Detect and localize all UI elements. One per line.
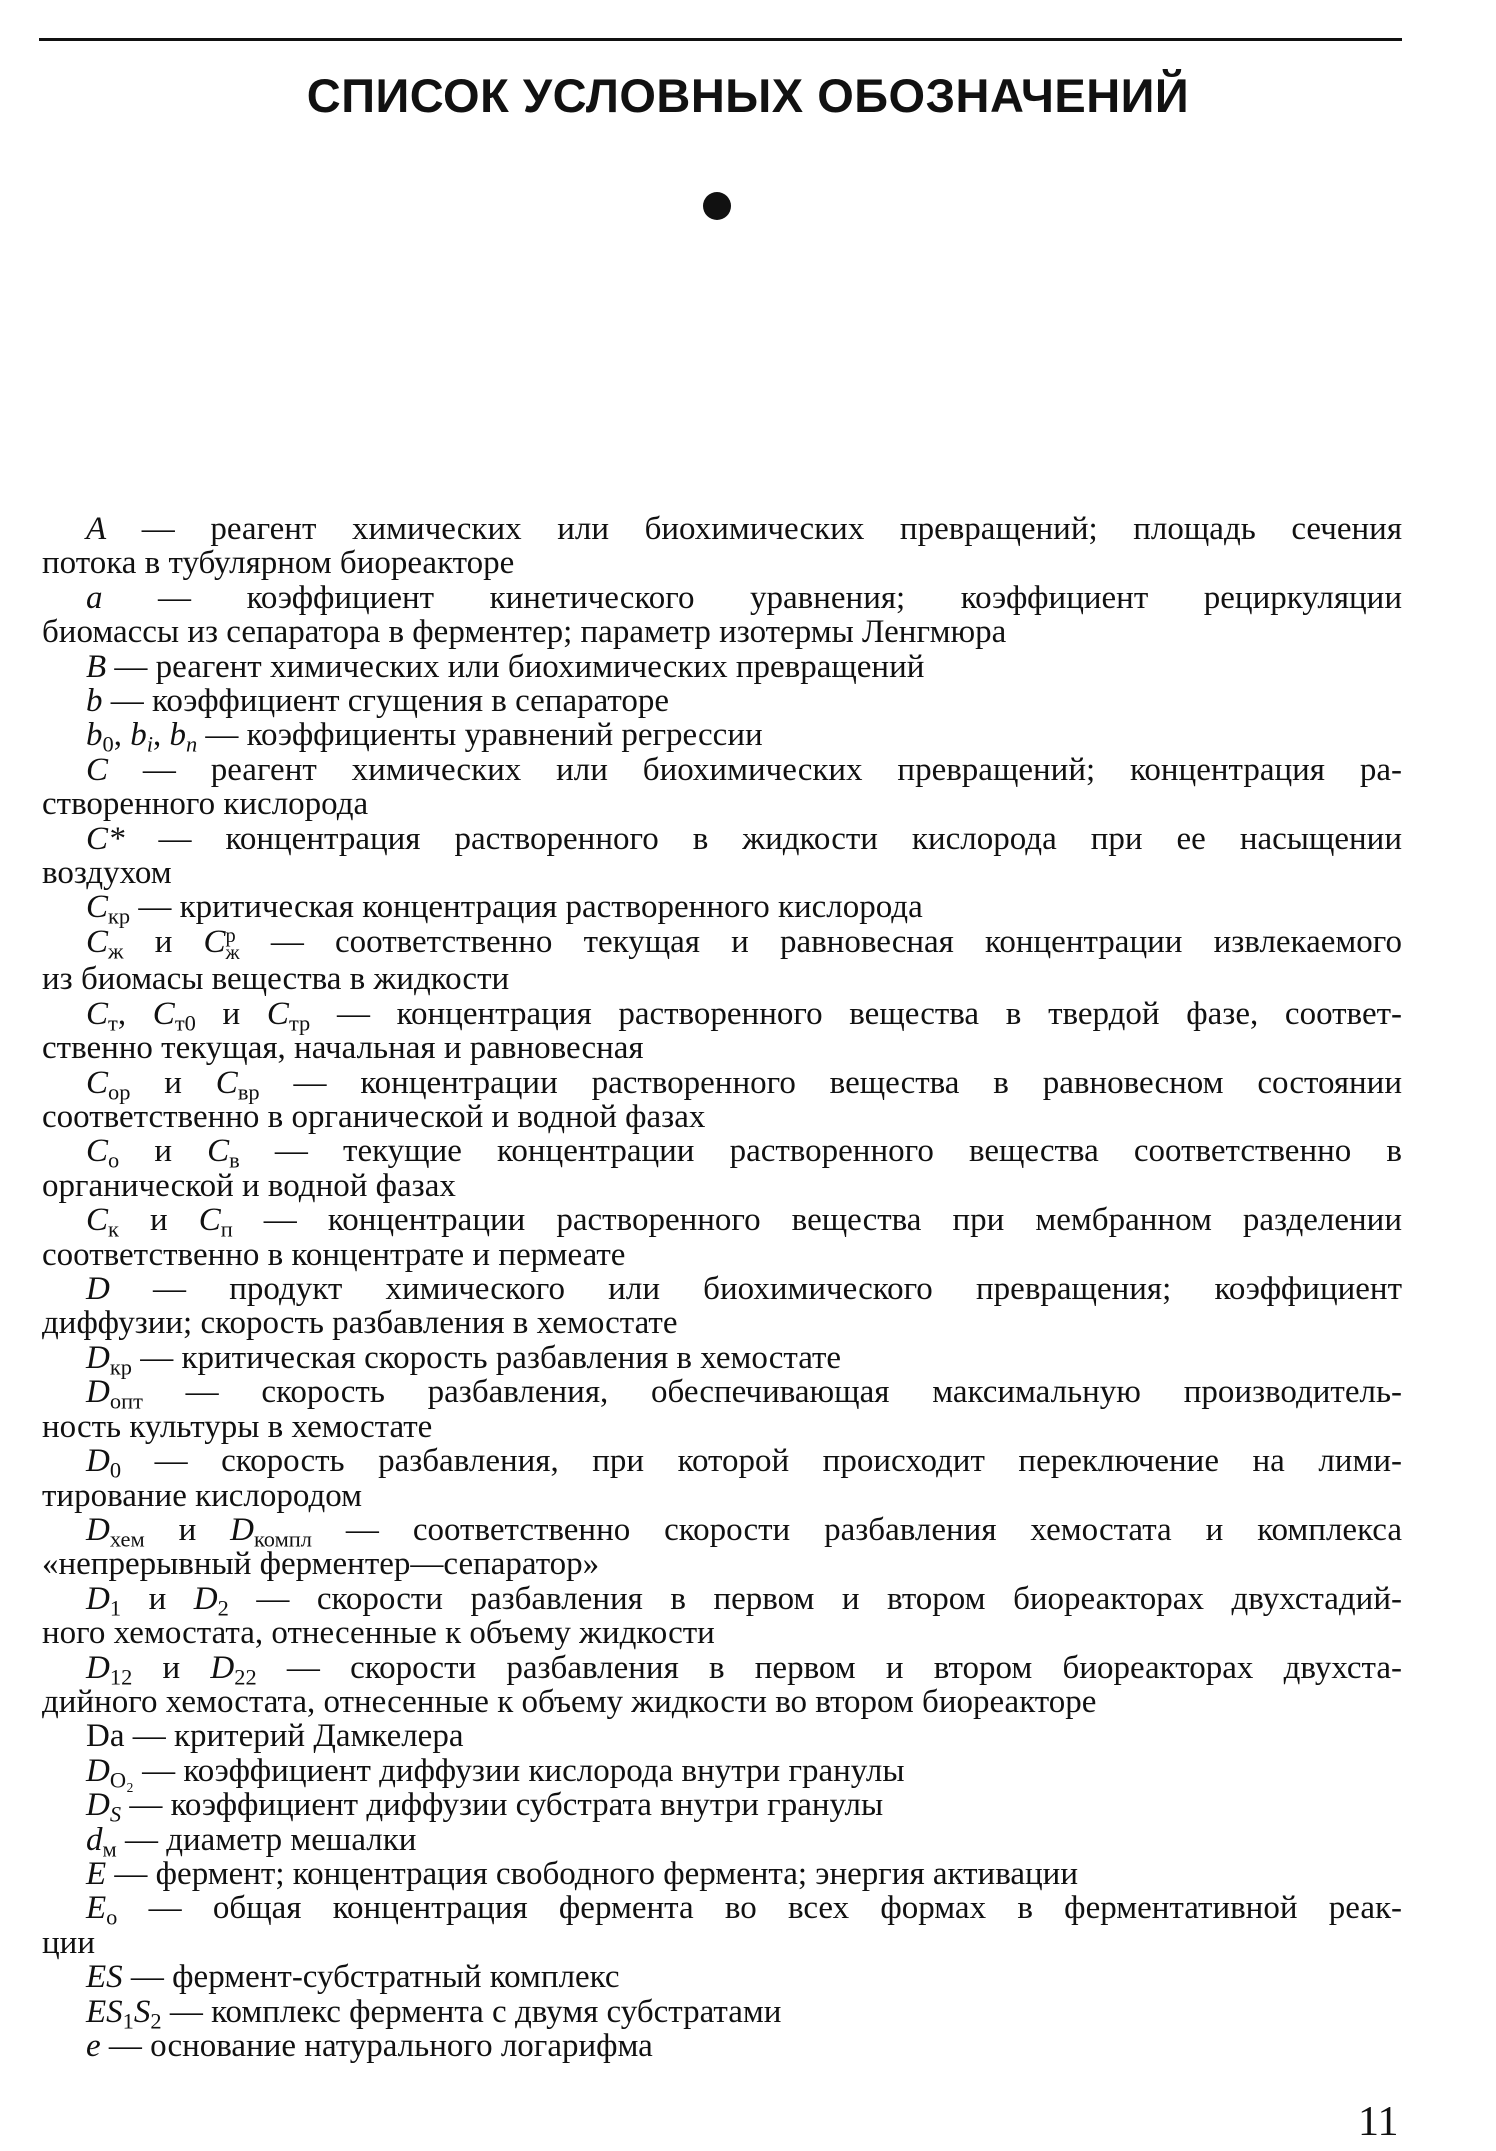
entry-line <box>42 1169 1402 1203</box>
notation-symbol <box>86 580 103 616</box>
notation-symbol <box>86 2028 101 2064</box>
notation-entry <box>42 1857 1402 1891</box>
symbol-part: и <box>119 1133 208 1170</box>
entry-line <box>42 1752 1402 1793</box>
notation-entry <box>42 1891 1402 1960</box>
notation-symbol <box>86 1580 229 1621</box>
entry-line <box>42 1031 1402 1065</box>
notation-symbol <box>86 649 106 685</box>
entry-line <box>42 684 1402 718</box>
symbol-subscript: опт <box>109 1388 143 1414</box>
entry-description: ность культуры в хемостате <box>42 1408 433 1445</box>
entry-description: — коэффициент сгущения в сепараторе <box>102 683 670 720</box>
symbol-subscript: S <box>109 1801 122 1827</box>
notation-entry <box>42 1375 1402 1444</box>
symbol-part: D <box>86 1580 110 1617</box>
notation-symbol <box>86 752 108 788</box>
symbol-part: и <box>130 1064 216 1101</box>
notation-entry <box>42 2029 1402 2063</box>
symbol-part: , <box>117 995 153 1032</box>
entry-description: ного хемостата, отнесенные к объему жидкости <box>42 1615 715 1652</box>
entry-line <box>42 1511 1402 1552</box>
notation-entry <box>42 1651 1402 1720</box>
symbol-part: S <box>133 1993 151 2030</box>
symbol-subscript: т <box>108 1010 118 1036</box>
notation-symbol <box>86 1133 240 1173</box>
symbol-part: b <box>86 717 103 754</box>
entry-description: — скорость разбавления, обеспечивающая максимальную производитель- <box>142 1374 1402 1411</box>
symbol-part: D <box>230 1511 255 1548</box>
symbol-subscript: ор <box>108 1078 131 1104</box>
entry-description: створенного кислорода <box>42 786 369 823</box>
entry-line <box>42 2029 1402 2063</box>
entry-line <box>42 1580 1402 1621</box>
entry-description: — скорости разбавления в первом и втором биореакторах двухста- <box>256 1649 1402 1686</box>
entry-line <box>42 1547 1402 1581</box>
notation-symbol <box>86 1374 143 1414</box>
entry-description: воздухом <box>42 855 172 892</box>
entry-line <box>42 512 1402 546</box>
entry-line <box>42 925 1402 963</box>
entry-line <box>42 1857 1402 1891</box>
symbol-part: D <box>86 1374 110 1411</box>
entry-description: — соответственно скорости разбавления хемостата и комплекса <box>311 1511 1402 1548</box>
symbol-subscript: O₂ <box>109 1767 134 1793</box>
symbol-part: b <box>130 717 147 754</box>
symbol-part: C <box>207 1133 230 1170</box>
entry-line <box>42 1374 1402 1414</box>
symbol-subscript: 1 <box>109 1595 122 1621</box>
symbol-part: a <box>86 579 103 616</box>
symbol-subscript: компл <box>254 1526 312 1552</box>
notation-symbol <box>86 1959 123 1995</box>
notation-symbol <box>86 889 131 929</box>
entry-description: потока в тубулярном биореакторе <box>42 545 515 582</box>
entry-description: — критерий Дамкелера <box>124 1718 464 1755</box>
entry-description: — коэффициент диффузии субстрата внутри гранулы <box>121 1787 884 1824</box>
entry-line <box>42 856 1402 890</box>
symbol-part: E <box>86 1890 107 1927</box>
notation-symbol <box>86 1993 162 2033</box>
entry-description: — скорость разбавления, при которой происходит переключение на лими- <box>121 1443 1402 1480</box>
symbol-subscript: 22 <box>234 1663 257 1689</box>
entry-line <box>42 581 1402 615</box>
notation-entry <box>42 1960 1402 1994</box>
entry-line <box>42 787 1402 821</box>
symbol-subscript: в <box>229 1147 240 1173</box>
notation-entry <box>42 1582 1402 1651</box>
entry-line <box>42 1821 1402 1861</box>
symbol-subscript: ж <box>225 942 240 965</box>
symbol-part: D <box>86 1443 110 1480</box>
notation-entry <box>42 1339 1402 1380</box>
notation-entry <box>42 925 1402 997</box>
symbol-subscript: n <box>185 731 198 757</box>
entry-description: — концентрации растворенного вещества в равновесном состоянии <box>259 1064 1402 1101</box>
symbol-part: D <box>86 1787 110 1824</box>
notation-symbol <box>86 1787 122 1827</box>
symbol-subscript: 0 <box>102 731 114 757</box>
entry-line <box>42 1306 1402 1340</box>
entry-line <box>42 1100 1402 1134</box>
entry-description: — комплекс фермента с двумя субстратами <box>161 1993 782 2030</box>
notation-entry <box>42 1066 1402 1135</box>
notation-entry <box>42 753 1402 822</box>
entry-description: из биомасы вещества в жидкости <box>42 961 510 998</box>
entry-line <box>42 1993 1402 2033</box>
entry-description: органической и водной фазах <box>42 1167 456 1204</box>
page-title: СПИСОК УСЛОВНЫХ ОБОЗНАЧЕНИЙ <box>306 69 1190 122</box>
notation-entry <box>42 1513 1402 1582</box>
entry-line <box>42 1616 1402 1650</box>
notation-symbol <box>86 1271 110 1307</box>
entry-line <box>42 1272 1402 1306</box>
notation-entry <box>42 1719 1402 1753</box>
entry-description: «непрерывный ферментер—сепаратор» <box>42 1546 600 1583</box>
notation-symbol <box>86 821 125 857</box>
notation-entry <box>42 1787 1402 1827</box>
entry-description: — фермент; концентрация свободного фермента; энергия активации <box>106 1855 1078 1892</box>
symbol-part: C <box>86 1202 109 1239</box>
notation-symbol <box>86 923 240 965</box>
symbol-part: , <box>113 717 131 754</box>
notation-symbol <box>86 1718 124 1754</box>
notation-symbol <box>86 1511 312 1552</box>
entry-description: — соответственно текущая и равновесная концентрации извлекаемого <box>239 923 1402 960</box>
symbol-part: D <box>86 1339 110 1376</box>
entry-line <box>42 650 1402 684</box>
notation-entry <box>42 717 1402 757</box>
symbol-part: E <box>86 1855 107 1892</box>
symbol-part: и <box>123 923 204 960</box>
symbol-subscript: 12 <box>109 1663 133 1689</box>
notation-entry <box>42 684 1402 718</box>
symbol-part: C <box>86 923 109 960</box>
entry-description: соответственно в органической и водной фазах <box>42 1099 706 1136</box>
entry-line <box>42 1410 1402 1444</box>
entry-description: — коэффициенты уравнений регрессии <box>197 717 763 754</box>
symbol-part: C <box>86 1064 109 1101</box>
symbol-subscript: кр <box>109 1354 132 1380</box>
symbol-part: и <box>195 995 267 1032</box>
symbol-subscript: 2 <box>150 2007 162 2033</box>
entry-description: — концентрации растворенного вещества при мембранном разделении <box>232 1202 1403 1239</box>
notation-entry <box>42 1203 1402 1272</box>
entry-description: — концентрация растворенного в жидкости кислорода при ее насыщении <box>124 820 1402 857</box>
entry-line <box>42 1339 1402 1380</box>
entry-description: — диаметр мешалки <box>116 1821 417 1858</box>
entry-description: диффузии; скорость разбавления в хемостате <box>42 1305 678 1342</box>
notation-entry <box>42 1444 1402 1513</box>
entry-line <box>42 717 1402 757</box>
notation-symbol <box>86 1821 117 1861</box>
symbol-part: d <box>86 1821 103 1858</box>
entry-line <box>42 1479 1402 1513</box>
symbol-part: C <box>152 995 175 1032</box>
notation-entry <box>42 997 1402 1066</box>
notation-symbol <box>86 995 311 1036</box>
entry-description: тирование кислородом <box>42 1477 362 1514</box>
symbol-part: e <box>86 2028 101 2065</box>
symbol-subscript: м <box>102 1835 117 1861</box>
symbol-part: C <box>86 1133 109 1170</box>
symbol-part: C <box>203 923 226 960</box>
symbol-part: C <box>86 751 109 788</box>
page-number: 11 <box>1358 2099 1399 2145</box>
symbol-stacked-index <box>225 924 240 965</box>
entry-line <box>42 1926 1402 1960</box>
entry-description: — текущие концентрации растворенного вещества соответственно в <box>239 1133 1402 1170</box>
notation-symbol <box>86 1890 118 1930</box>
entry-line <box>42 1133 1402 1173</box>
notation-entry <box>42 1993 1402 2033</box>
symbol-part: и <box>144 1511 231 1548</box>
entry-line <box>42 1685 1402 1719</box>
symbol-part: C <box>266 995 289 1032</box>
notation-entry <box>42 650 1402 684</box>
entry-description: ции <box>42 1924 95 1961</box>
notation-symbol <box>86 1202 233 1242</box>
symbol-part: D <box>86 1271 110 1308</box>
entry-description: — коэффициент кинетического уравнения; коэффициент рециркуляции <box>102 579 1402 616</box>
symbol-part: D <box>193 1580 218 1617</box>
entry-line <box>42 1890 1402 1930</box>
bullet-ornament <box>703 192 731 220</box>
entry-line <box>42 753 1402 787</box>
entry-line <box>42 1649 1402 1689</box>
notation-symbol <box>86 1856 106 1892</box>
symbol-part: D <box>86 1649 110 1686</box>
entry-line <box>42 995 1402 1036</box>
symbol-subscript: к <box>108 1216 119 1242</box>
notation-symbol <box>86 1649 257 1689</box>
entry-description: — концентрация растворенного вещества в твердой фазе, соответ- <box>310 995 1402 1032</box>
notation-symbol <box>86 1752 134 1793</box>
symbol-subscript: кр <box>108 903 131 929</box>
entry-description: — фермент-субстратный комплекс <box>122 1959 620 1996</box>
notation-entry <box>42 581 1402 650</box>
entry-line <box>42 546 1402 580</box>
symbol-subscript: ж <box>108 938 124 964</box>
symbol-part: C <box>198 1202 221 1239</box>
notation-symbol <box>86 683 103 719</box>
symbol-subscript: о <box>106 1904 118 1930</box>
entry-line <box>42 1719 1402 1753</box>
entry-line <box>42 1443 1402 1483</box>
entry-description: дийного хемостата, отнесенные к объему жидкости во втором биореакторе <box>42 1683 1097 1720</box>
entry-description: биомассы из сепаратора в ферментер; параметр изотермы Ленгмюра <box>42 614 1007 651</box>
symbol-part: ES <box>86 1993 123 2030</box>
symbol-part: и <box>118 1202 199 1239</box>
notation-entry <box>42 1134 1402 1203</box>
symbol-part: , <box>152 717 170 754</box>
entry-line <box>42 1238 1402 1272</box>
symbol-subscript: 0 <box>109 1457 122 1483</box>
entry-description: — скорости разбавления в первом и втором биореакторах двухстадий- <box>228 1580 1402 1617</box>
symbol-subscript: о <box>108 1147 120 1173</box>
symbol-superscript: р <box>225 924 236 947</box>
symbol-subscript: вр <box>237 1078 260 1104</box>
notation-entry <box>42 512 1402 581</box>
symbol-part: и <box>121 1580 194 1617</box>
symbol-subscript: хем <box>109 1526 145 1552</box>
notation-symbol <box>86 717 198 757</box>
symbol-part: D <box>86 1752 110 1789</box>
symbol-part: A <box>86 511 107 547</box>
entry-description: — критическая концентрация растворенного кислорода <box>130 889 923 926</box>
notation-symbol <box>86 511 106 547</box>
notation-symbol <box>86 1339 132 1380</box>
top-rule <box>39 38 1402 41</box>
entry-description: соответственно в концентрате и пермеате <box>42 1236 626 1273</box>
entry-line <box>42 1064 1402 1104</box>
entry-description: — реагент химических или биохимических превращений <box>106 648 925 685</box>
entry-line <box>42 962 1402 996</box>
entry-description: — реагент химических или биохимических превращений; площадь сечения <box>106 511 1402 547</box>
notation-symbol <box>86 1064 260 1104</box>
notation-list <box>42 512 1402 2063</box>
symbol-part: C <box>86 995 109 1032</box>
entry-description: — основание натурального логарифма <box>100 2028 653 2065</box>
symbol-part: D <box>86 1511 110 1548</box>
notation-entry <box>42 1272 1402 1341</box>
entry-description: — критическая скорость разбавления в хемостате <box>131 1339 842 1376</box>
entry-description: — коэффициент диффузии кислорода внутри гранулы <box>133 1752 905 1789</box>
symbol-subscript: i <box>146 731 153 757</box>
symbol-subscript: т0 <box>174 1010 196 1036</box>
entry-line <box>42 1960 1402 1994</box>
symbol-subscript: 1 <box>122 2007 134 2033</box>
notation-entry <box>42 889 1402 929</box>
symbol-subscript: п <box>220 1216 233 1242</box>
symbol-part: b <box>86 683 103 720</box>
entry-line <box>42 889 1402 929</box>
symbol-part: Da <box>86 1718 125 1755</box>
symbol-part: D <box>210 1649 235 1686</box>
symbol-subscript: тр <box>288 1010 311 1036</box>
symbol-part: C* <box>86 820 125 857</box>
symbol-part: C <box>86 889 109 926</box>
entry-line <box>42 822 1402 856</box>
notation-entry <box>42 1821 1402 1861</box>
entry-line <box>42 1202 1403 1242</box>
notation-symbol <box>86 1443 122 1483</box>
symbol-part: ES <box>86 1959 123 1996</box>
symbol-part: B <box>86 648 107 685</box>
symbol-part: и <box>132 1649 211 1686</box>
entry-description: — продукт химического или биохимического превращения; коэффициент <box>109 1271 1402 1308</box>
entry-line <box>42 1787 1402 1827</box>
symbol-part: C <box>215 1064 238 1101</box>
symbol-part: b <box>169 717 186 754</box>
entry-description: ственно текущая, начальная и равновесная <box>42 1030 644 1067</box>
notation-entry <box>42 822 1402 891</box>
entry-description: — общая концентрация фермента во всех формах в ферментативной реак- <box>117 1890 1402 1927</box>
entry-description: — реагент химических или биохимических превращений; концентрация ра- <box>108 751 1402 788</box>
notation-entry <box>42 1752 1402 1793</box>
entry-line <box>42 615 1402 649</box>
symbol-subscript: 2 <box>217 1595 229 1621</box>
